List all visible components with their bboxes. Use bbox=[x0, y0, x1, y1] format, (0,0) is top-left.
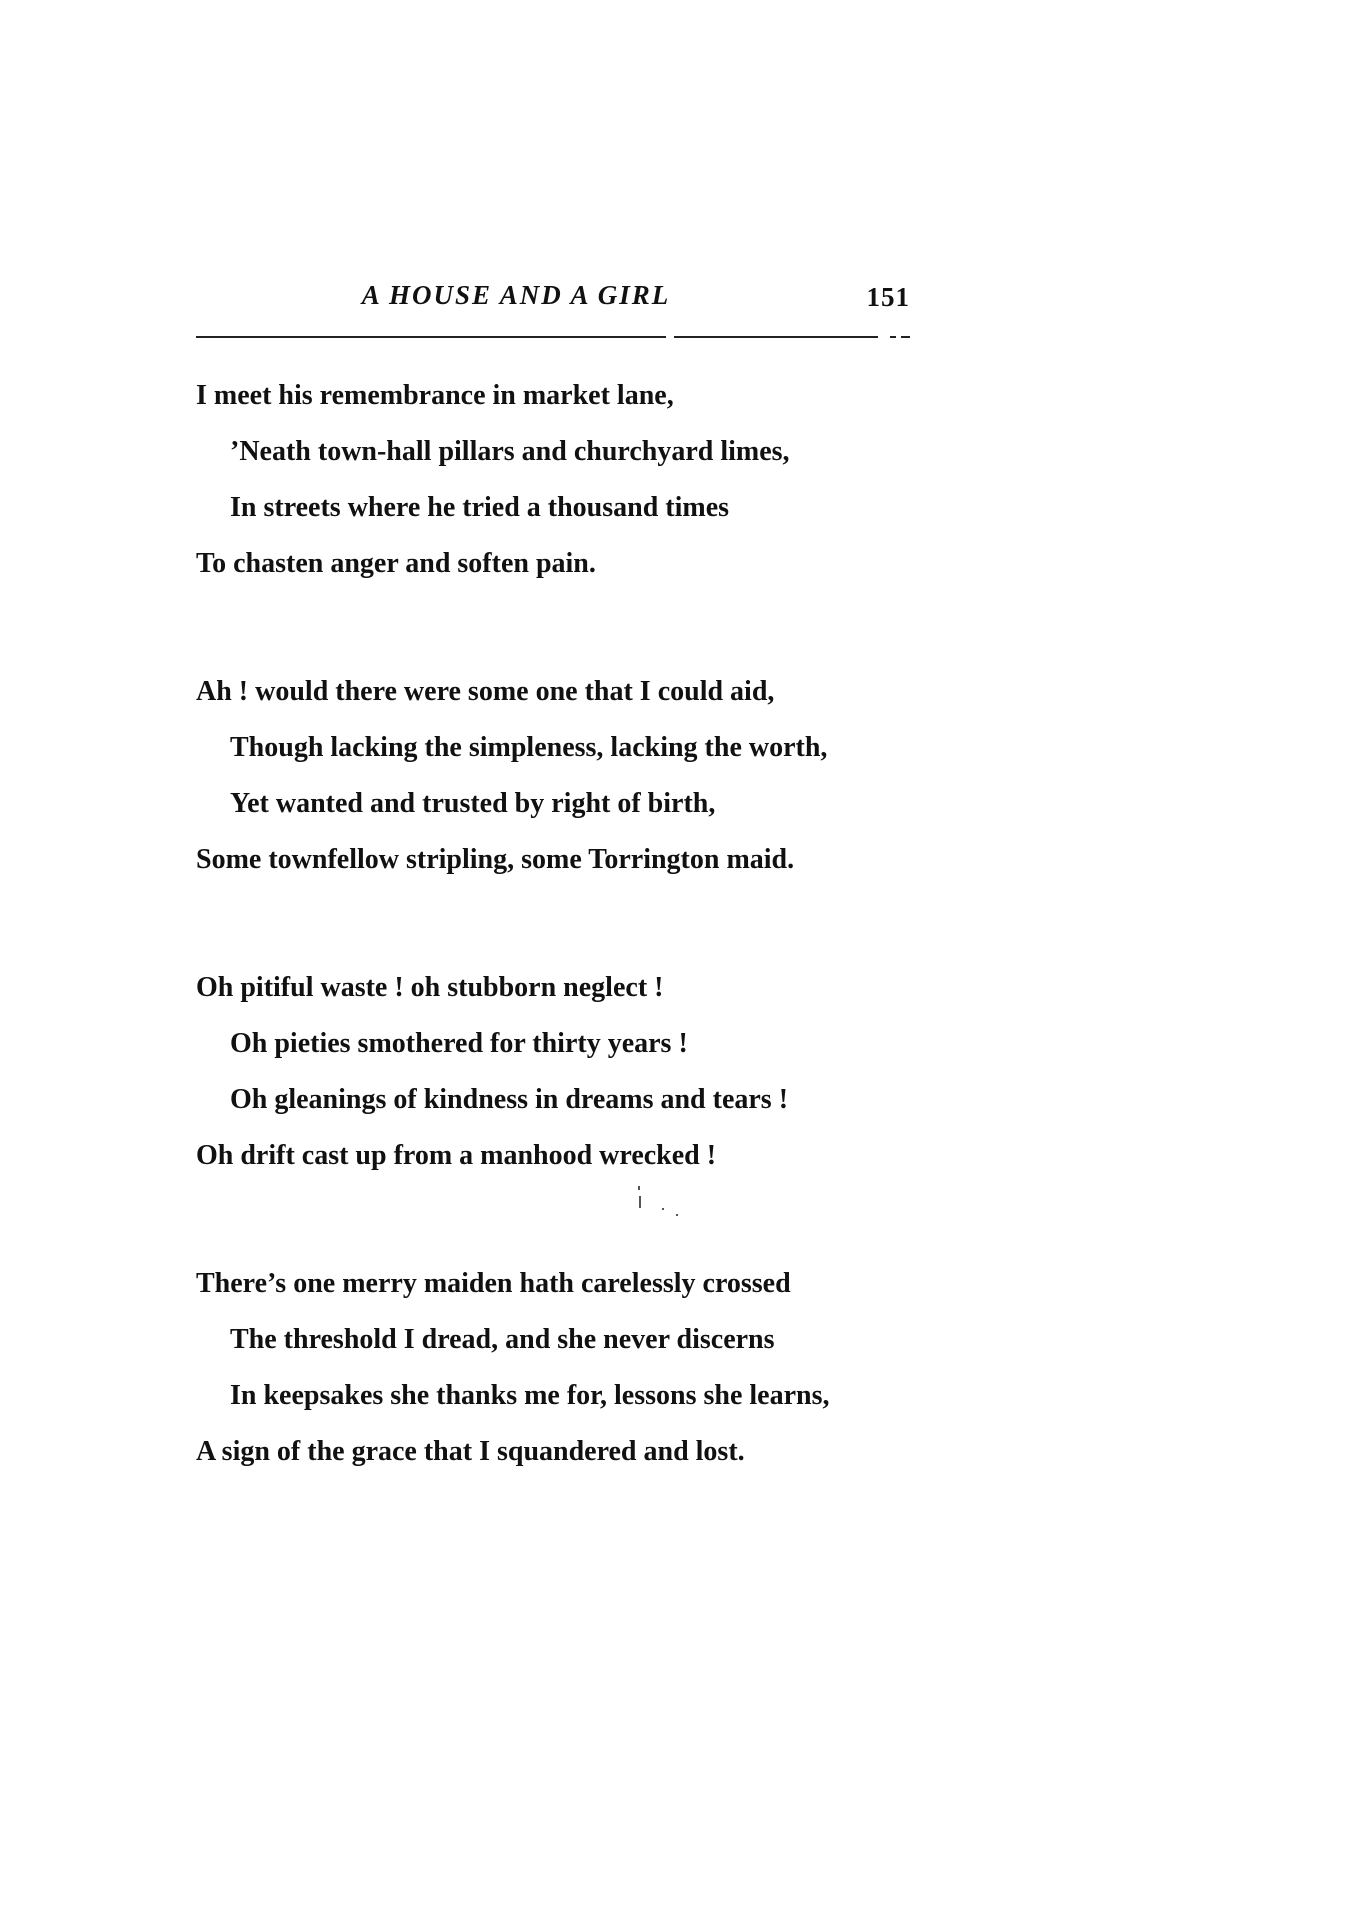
header-rule bbox=[196, 336, 910, 338]
rule-gap bbox=[896, 333, 901, 339]
verse-line: Yet wanted and trusted by right of birth, bbox=[230, 788, 716, 819]
stanza bbox=[196, 1256, 956, 1480]
verse-line: A sign of the grace that I squandered and lost. bbox=[196, 1436, 745, 1467]
stanza bbox=[196, 664, 956, 888]
verse-line: I meet his remembrance in market lane, bbox=[196, 380, 674, 411]
page-number: 151 bbox=[866, 282, 910, 312]
running-head bbox=[196, 280, 910, 320]
scan-speck bbox=[676, 1214, 678, 1216]
rule-gap bbox=[666, 333, 674, 339]
verse-line: Some townfellow stripling, some Torrington maid. bbox=[196, 844, 795, 875]
verse-line: In streets where he tried a thousand times bbox=[230, 492, 730, 523]
verse-line: The threshold I dread, and she never discerns bbox=[230, 1324, 775, 1355]
scan-speck bbox=[662, 1208, 664, 1210]
verse-line: In keepsakes she thanks me for, lessons she learns, bbox=[230, 1380, 830, 1411]
scan-speck bbox=[639, 1196, 641, 1208]
verse-line: Oh pitiful waste ! oh stubborn neglect ! bbox=[196, 972, 664, 1003]
verse-line: Though lacking the simpleness, lacking the worth, bbox=[230, 732, 828, 763]
verse-line: ’Neath town-hall pillars and churchyard limes, bbox=[230, 436, 790, 467]
stanza bbox=[196, 960, 956, 1184]
verse-line: Ah ! would there were some one that I could aid, bbox=[196, 676, 775, 707]
verse-line: There’s one merry maiden hath carelessly crossed bbox=[196, 1268, 791, 1299]
stanza bbox=[196, 368, 956, 592]
scan-speck bbox=[638, 1186, 640, 1190]
verse-line: Oh pieties smothered for thirty years ! bbox=[230, 1028, 688, 1059]
rule-gap bbox=[878, 333, 890, 339]
running-title: A HOUSE AND A GIRL bbox=[361, 280, 671, 310]
verse-line: Oh gleanings of kindness in dreams and tears ! bbox=[230, 1084, 789, 1115]
verse-line: Oh drift cast up from a manhood wrecked ! bbox=[196, 1140, 717, 1171]
verse-line: To chasten anger and soften pain. bbox=[196, 548, 596, 579]
